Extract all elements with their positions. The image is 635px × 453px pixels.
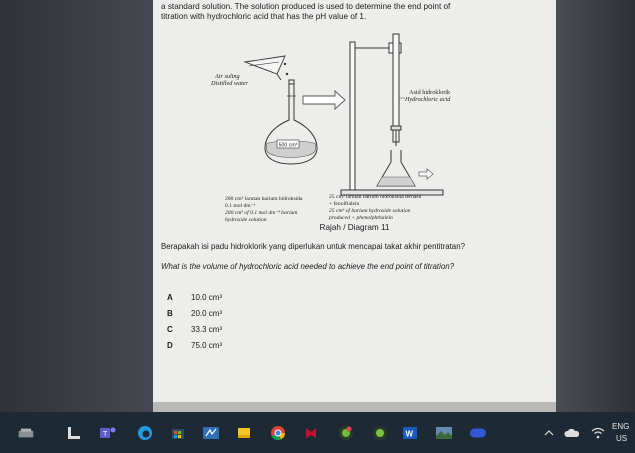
label-distilled-water: Distilled water <box>211 80 248 87</box>
option-letter: A <box>167 293 173 302</box>
titration-diagram <box>153 22 556 240</box>
question-english: What is the volume of hydrochloric acid needed to achieve the end point of titration? <box>161 262 455 271</box>
svg-text:25 cm³ larutan barium hidroksi: 25 cm³ larutan barium hidroksida terhasil <box>329 194 422 200</box>
arrow-right <box>303 91 345 109</box>
option-value: 20.0 cm³ <box>191 309 223 318</box>
file-explorer-icon[interactable] <box>66 425 82 441</box>
right-bezel <box>556 0 635 412</box>
option-value: 33.3 cm³ <box>191 325 223 334</box>
document-bottom-strip <box>153 402 556 412</box>
svg-text:T: T <box>103 431 108 438</box>
svg-text:hydroxide solution: hydroxide solution <box>225 217 267 223</box>
paint-icon[interactable] <box>436 425 452 441</box>
svg-text:produced + phenolphthalein: produced + phenolphthalein <box>329 215 393 221</box>
svg-text:200 cm³ larutan barium hidroks: 200 cm³ larutan barium hidroksida <box>225 196 303 202</box>
right-caption <box>328 194 422 221</box>
left-caption <box>225 196 303 223</box>
teams-icon[interactable] <box>100 425 116 441</box>
option-value: 75.0 cm³ <box>191 341 223 350</box>
intro-line-2: titration with hydrochloric acid that has the pH value of 1. <box>161 12 367 21</box>
svg-text:0.1 mol dm⁻³: 0.1 mol dm⁻³ <box>225 203 256 209</box>
option-letter: C <box>167 325 173 334</box>
svg-text:+ fenolftalein: + fenolftalein <box>329 201 360 207</box>
mcafee-icon[interactable] <box>303 425 319 441</box>
left-bezel <box>0 0 153 412</box>
svg-text:W: W <box>405 429 414 439</box>
option-letter: B <box>167 309 173 318</box>
word-icon[interactable] <box>402 425 418 441</box>
svg-text:25 cm³ of barium hydroxide sol: 25 cm³ of barium hydroxide solution <box>329 208 411 214</box>
option-letter: D <box>167 341 173 350</box>
option-value: 10.0 cm³ <box>191 293 223 302</box>
label-acid-ms: Asid hidroklorik <box>409 89 451 96</box>
label-air-suling: Air suling <box>215 73 240 80</box>
burette <box>391 34 401 146</box>
start-icon[interactable] <box>18 425 34 441</box>
wash-bottle <box>245 56 285 80</box>
label-acid-en: Hydrochloric acid <box>405 96 451 103</box>
arrow-small <box>419 169 433 179</box>
taskbar <box>0 412 635 453</box>
whiteboard-icon[interactable] <box>203 425 219 441</box>
conical-flask <box>377 150 415 186</box>
cloud-icon[interactable] <box>564 425 580 441</box>
intro-line-1: a standard solution. The solution produced is used to determine the end point of <box>161 2 451 11</box>
app-icon[interactable] <box>470 425 486 441</box>
wifi-icon[interactable] <box>590 425 606 441</box>
photos-icon[interactable] <box>338 425 354 441</box>
language-bottom[interactable]: US <box>616 434 628 443</box>
store-icon[interactable] <box>170 425 186 441</box>
chrome-icon[interactable] <box>270 425 286 441</box>
svg-text:200 cm³ of 0.1 mol dm⁻³ barium: 200 cm³ of 0.1 mol dm⁻³ barium <box>225 210 298 216</box>
volumetric-flask <box>265 80 317 164</box>
spotify-icon[interactable] <box>372 425 388 441</box>
chevron-up-icon[interactable] <box>541 425 557 441</box>
language-top[interactable]: ENG <box>612 422 630 431</box>
figure-caption: Rajah / Diagram 11 <box>319 223 390 232</box>
document-page <box>153 0 556 412</box>
edge-icon[interactable] <box>137 425 153 441</box>
water-drops <box>284 63 288 75</box>
sticky-notes-icon[interactable] <box>236 425 252 441</box>
question-malay: Berapakah isi padu hidroklorik yang diperlukan untuk mencapai takat akhir pentitratan? <box>161 242 465 251</box>
flask-volume-label: 500 cm³ <box>278 142 298 149</box>
